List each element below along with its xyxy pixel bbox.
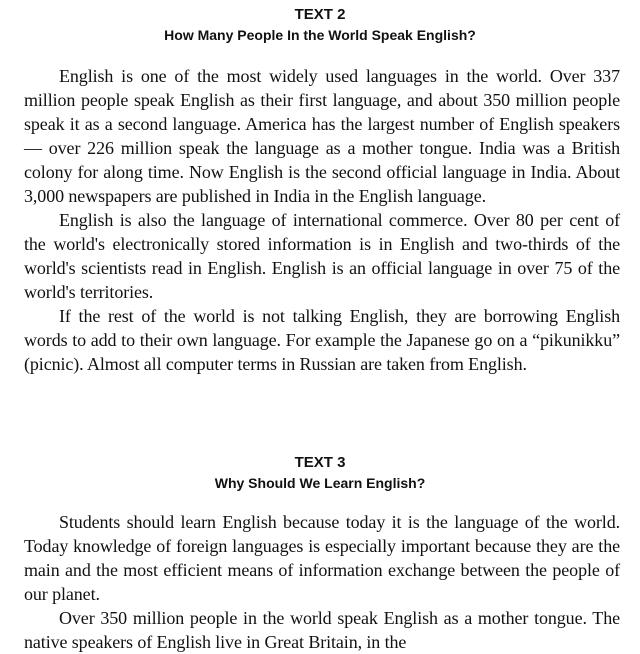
text3-body bbox=[0, 510, 640, 654]
text2-body bbox=[0, 64, 640, 376]
text2-paragraph-3: If the rest of the world is not talking English, they are borrowing English words to add to their own language. For example the Japanese go on a “pikunikku” (picnic). Almost all computer terms in Russian are taken from English. bbox=[24, 306, 620, 374]
text2-paragraph-2: English is also the language of international commerce. Over 80 per cent of the world's electronically stored information is in English and two-thirds of the world's scientists read in English. English is an official language in over 75 of the world's territories. bbox=[24, 210, 620, 302]
text2-paragraph-1: English is one of the most widely used languages in the world. Over 337 million people speak English as their first language, and about 350 million people speak it as a second language. America has the largest number of English speakers — over 226 million speak the language as a mother tongue. India was a British colony for along time. Now English is the second official language in India. About 3,000 newspapers are published in India in the English language. bbox=[24, 66, 620, 206]
text3-header bbox=[0, 454, 640, 492]
text2-header bbox=[0, 6, 640, 44]
text2-title: How Many People In the World Speak English? bbox=[164, 27, 476, 43]
text2-label: TEXT 2 bbox=[294, 6, 346, 23]
text3-paragraph-2: Over 350 million people in the world speak English as a mother tongue. The native speakers of English live in Great Britain, in the bbox=[24, 608, 620, 652]
text3-title: Why Should We Learn English? bbox=[214, 475, 426, 491]
text3-paragraph-1: Students should learn English because today it is the language of the world. Today knowledge of foreign languages is especially important because they are the main and the most efficient means of information exchange between the people of our planet. bbox=[24, 512, 620, 604]
text3-label: TEXT 3 bbox=[294, 454, 346, 471]
